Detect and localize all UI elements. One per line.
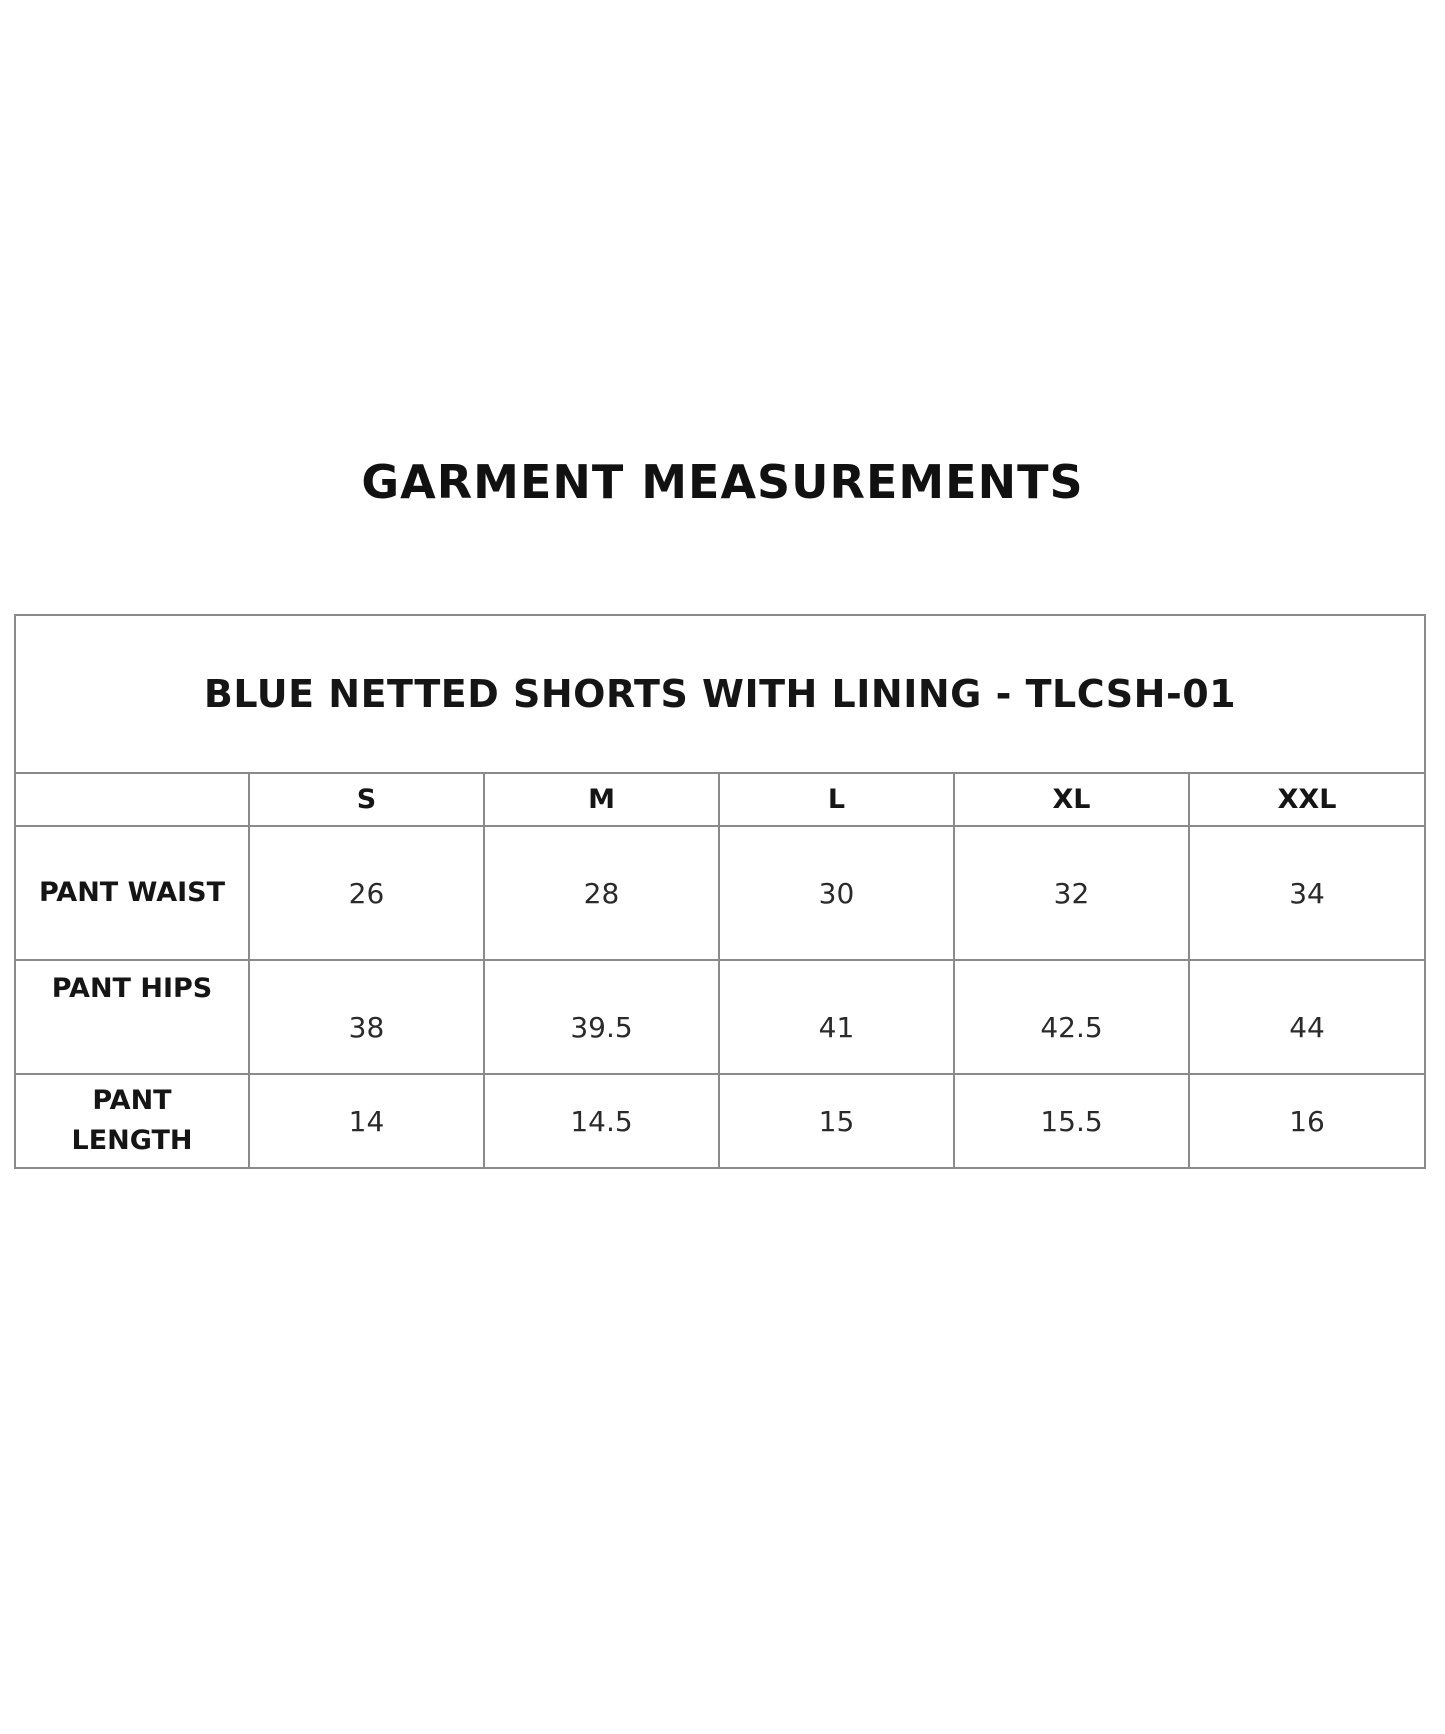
table-cell: 26 — [249, 826, 484, 960]
table-row — [15, 1074, 1425, 1168]
table-row — [15, 960, 1425, 1074]
table-row — [15, 826, 1425, 960]
row-label: PANT WAIST — [15, 826, 249, 960]
table-cell: 28 — [484, 826, 719, 960]
row-label: PANT HIPS — [15, 960, 249, 1074]
table-cell: 16 — [1189, 1074, 1425, 1168]
size-header: S — [249, 773, 484, 826]
product-row — [15, 615, 1425, 773]
size-header: XL — [954, 773, 1189, 826]
size-header: L — [719, 773, 954, 826]
table-cell: 30 — [719, 826, 954, 960]
table-cell: 15 — [719, 1074, 954, 1168]
table-cell: 44 — [1189, 960, 1425, 1074]
table-cell: 14 — [249, 1074, 484, 1168]
size-header: XXL — [1189, 773, 1425, 826]
measurement-table — [14, 614, 1426, 1169]
table-cell: 34 — [1189, 826, 1425, 960]
size-header-row — [15, 773, 1425, 826]
row-label: PANT LENGTH — [15, 1074, 249, 1168]
table-cell: 32 — [954, 826, 1189, 960]
page-title: GARMENT MEASUREMENTS — [361, 455, 1084, 509]
table-cell: 39.5 — [484, 960, 719, 1074]
size-header: M — [484, 773, 719, 826]
product-name: BLUE NETTED SHORTS WITH LINING - TLCSH-01 — [15, 615, 1425, 773]
table-cell: 14.5 — [484, 1074, 719, 1168]
corner-cell — [15, 773, 249, 826]
table-cell: 41 — [719, 960, 954, 1074]
table-cell: 42.5 — [954, 960, 1189, 1074]
table-cell: 15.5 — [954, 1074, 1189, 1168]
table-cell: 38 — [249, 960, 484, 1074]
